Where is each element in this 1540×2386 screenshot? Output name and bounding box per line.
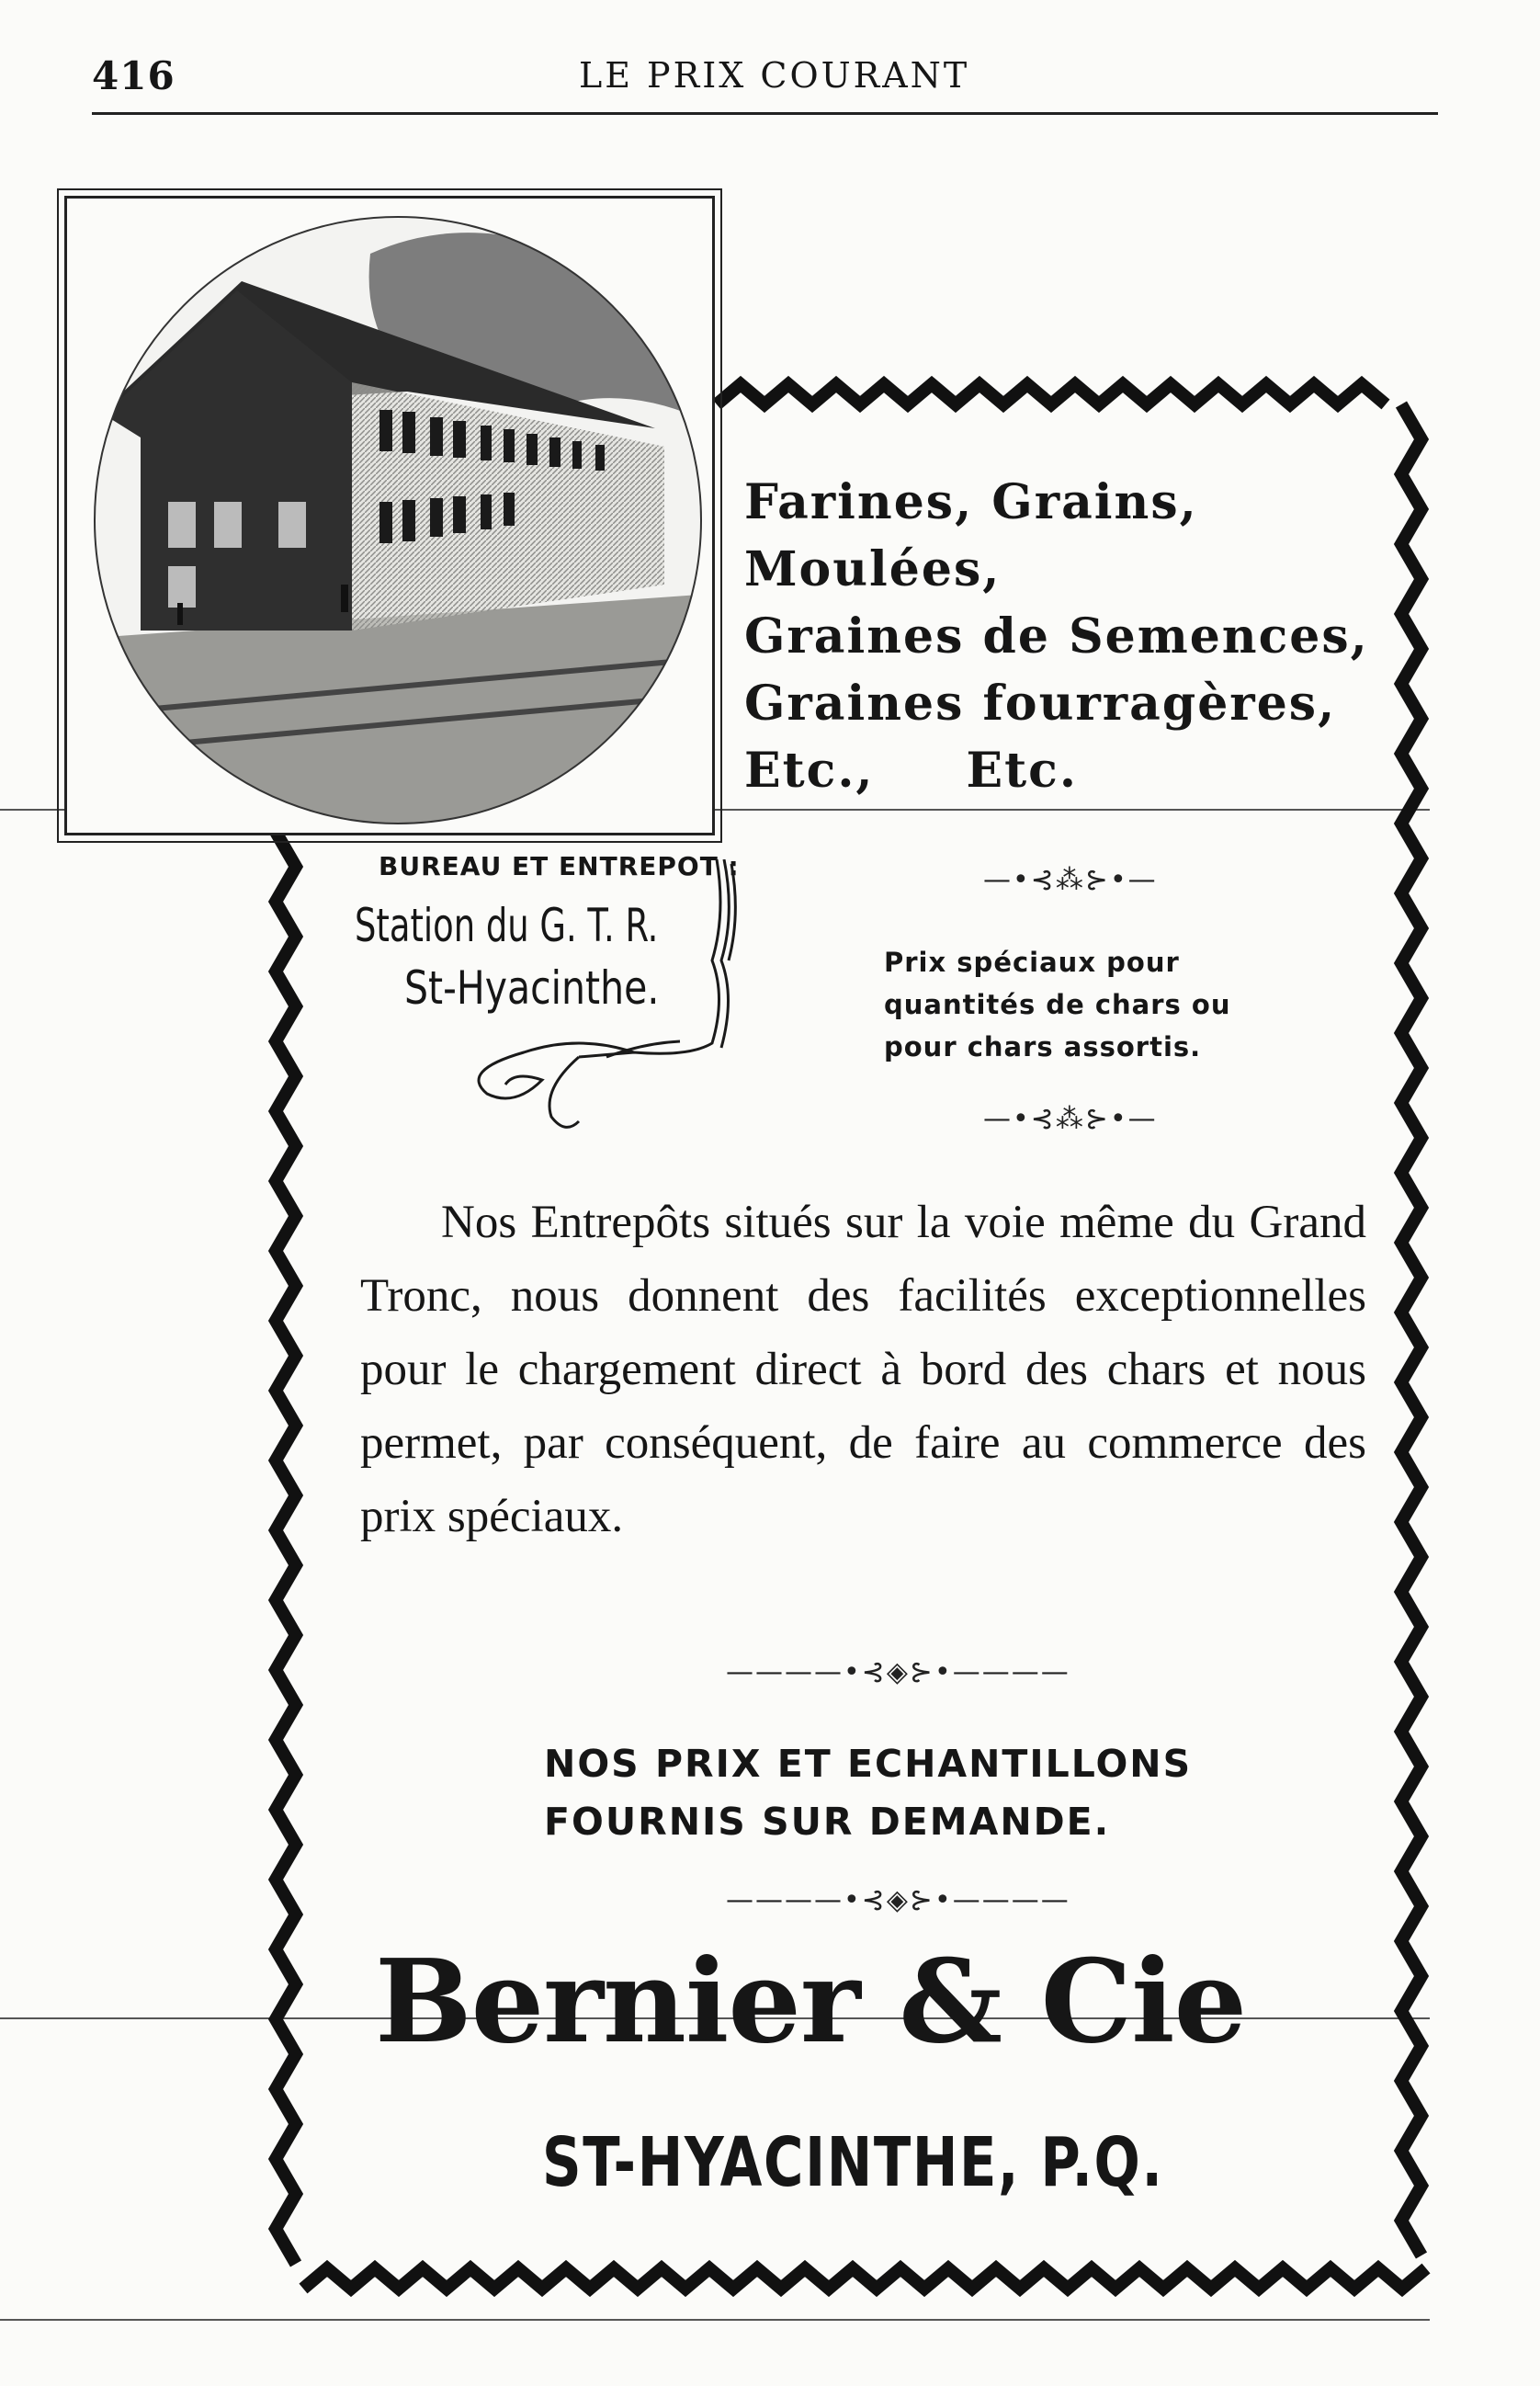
special-prices-line: pour chars assortis. — [884, 1031, 1202, 1062]
flourish-ornament — [450, 859, 744, 1135]
company-location: ST-HYACINTHE, P.Q. — [542, 2123, 1164, 2202]
body-paragraph: Nos Entrepôts situés sur la voie même du Grand Tronc, nous donnent des facilités exceptionnelles pour le chargement direct à bord des chars et nous permet, par conséquent, de faire au commerce des prix spéciaux. — [360, 1197, 1366, 1542]
product-line: Graines de Semences, — [744, 608, 1369, 665]
samples-line: FOURNIS SUR DEMANDE. — [544, 1800, 1111, 1844]
zigzag-segment — [276, 832, 296, 2264]
special-prices-line: quantités de chars ou — [884, 989, 1231, 1020]
warehouse-illustration — [67, 199, 712, 833]
company-name: Bernier & Cie — [375, 1935, 1247, 2069]
ornament-divider: —•⊰⁂⊱•— — [983, 1103, 1158, 1135]
product-line — [744, 737, 1369, 804]
office-label: BUREAU ET ENTREPOT : — [379, 851, 740, 881]
samples-line: NOS PRIX ET ECHANTILLONS — [544, 1742, 1193, 1786]
warehouse-illustration-frame — [64, 196, 715, 835]
page-number: 416 — [92, 53, 176, 98]
product-line: Farines, Grains, — [744, 474, 1198, 530]
ornament-divider: —•⊰⁂⊱•— — [983, 864, 1158, 896]
samples-notice — [544, 1735, 1192, 1851]
product-list — [744, 469, 1369, 804]
product-line: Graines fourragères, — [744, 676, 1337, 732]
publication-title: LE PRIX COURANT — [579, 55, 970, 96]
special-prices-line: Prix spéciaux pour — [884, 947, 1180, 978]
zigzag-segment — [303, 2268, 1426, 2289]
ornament-divider: ————•⊰◈⊱•———— — [726, 1656, 1070, 1688]
zigzag-segment — [717, 384, 1386, 404]
product-line: Moulées, — [744, 541, 1002, 597]
product-etc: Etc. — [966, 743, 1078, 799]
ornament-divider: ————•⊰◈⊱•———— — [726, 1884, 1070, 1916]
zigzag-segment — [1401, 404, 1421, 2255]
office-station: Station du G. T. R. — [355, 899, 659, 952]
office-city: St-Hyacinthe. — [404, 961, 660, 1015]
special-prices-note — [884, 941, 1230, 1068]
product-etc: Etc., — [744, 743, 875, 799]
